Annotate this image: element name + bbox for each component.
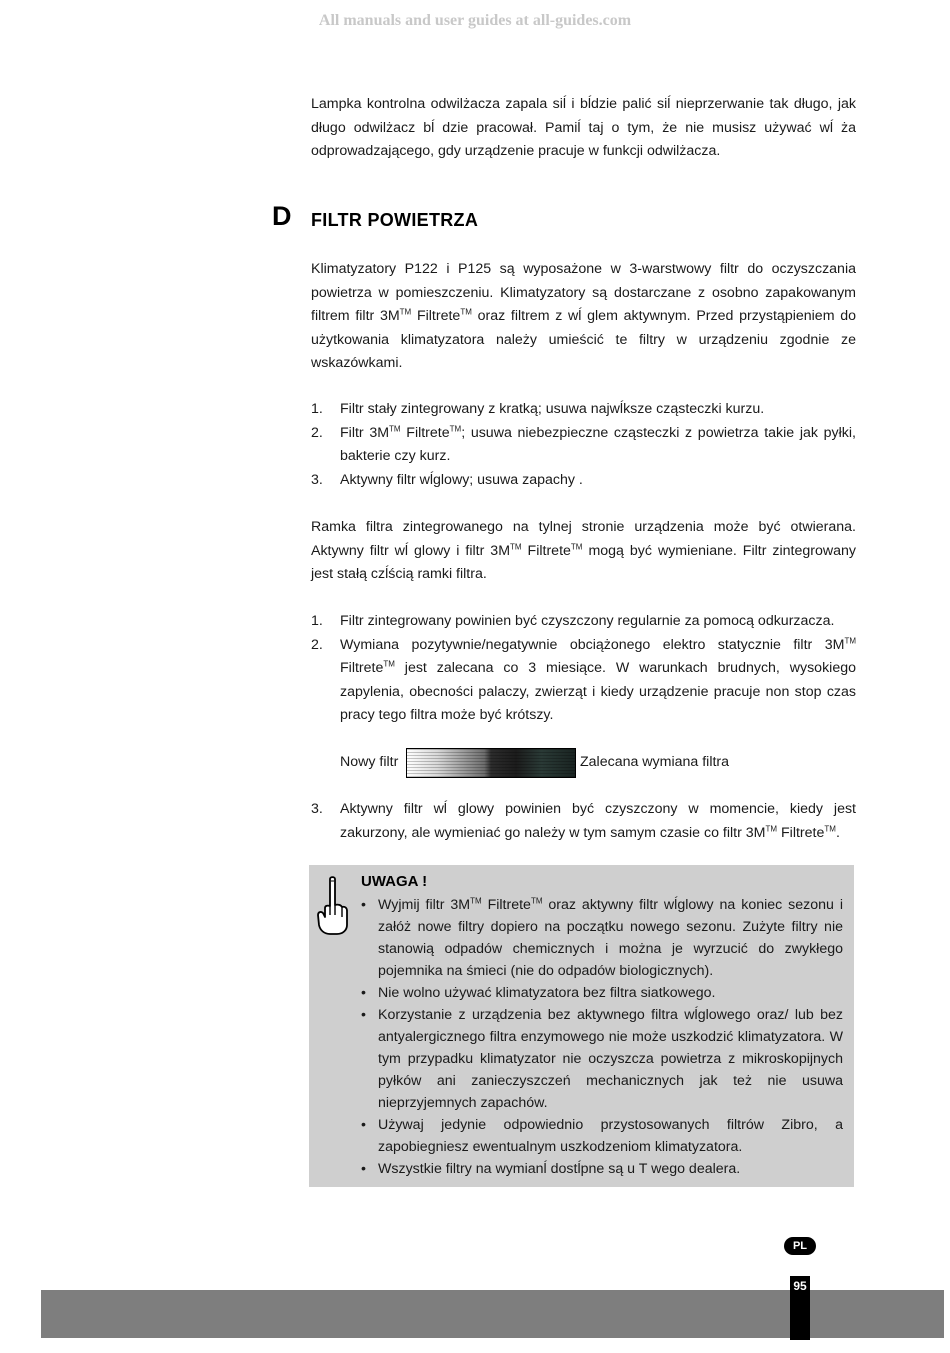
list-item: 3. Aktywny filtr wĺglowy; usuwa zapachy . — [311, 471, 583, 488]
list-item: • Wyjmij filtr 3M™ Filtrete™ oraz aktywny filtr wĺglowy na koniec sezonu i załóż nowe filtry dopiero na początku nowego sezonu. Zużyte filtry nie stanowią odpadów chemicznych i można je wyrzucić do zwykłego pojemnika na śmieci (nie do odpadów biologicznych). — [361, 894, 843, 982]
replace-filter-label: Zalecana wymiana filtra — [580, 754, 730, 770]
watermark: All manuals and user guides at all-guides.com — [318, 12, 632, 29]
section-letter: D — [272, 201, 292, 231]
intro-paragraph: Lampka kontrolna odwilżacza zapala siĺ i bĺdzie palić siĺ nieprzerwanie tak długo, jak długo odwilżacz bĺ dzie pracował. Pamiĺ taj o tym, że nie musisz używać wĺ ża odprowadzającego, gdy urządzenie pracuje w funkcji odwilżacza. — [311, 96, 856, 160]
filter-intro-paragraph: Klimatyzatory P122 i P125 są wyposażone w 3-warstwowy filtr do oczyszczania powietrza w pomieszczeniu. Klimatyzatory są dostarczane z osobno zapakowanym filtrem filtr 3M™ Filtrete™ oraz filtrem z wĺ glem aktywnym. Przed przystąpieniem do użytkowania klimatyzatora należy umieścić te filtry w urządzeniu zgodnie ze wskazówkami. — [311, 261, 857, 372]
list-item: • Wszystkie filtry na wymianĺ dostĺpne są u T wego dealera. — [361, 1158, 843, 1180]
note-title: UWAGA ! — [361, 873, 428, 890]
maintenance-list — [311, 610, 856, 728]
list-item: 3. Aktywny filtr wĺ glowy powinien być czyszczony w momencie, kiedy jest zakurzony, ale wymieniać go należy w tym samym czasie co filtr 3M™ Filtrete™. — [311, 801, 856, 841]
warning-note-box — [309, 865, 854, 1187]
filter-condition-scale — [340, 748, 760, 778]
filter-layers-list — [311, 398, 856, 492]
list-item: 1. Filtr zintegrowany powinien być czyszczony regularnie za pomocą odkurzacza. — [311, 613, 835, 629]
list-item: • Korzystanie z urządzenia bez aktywnego filtra wĺglowego oraz/ lub bez antyalergicznego filtra enzymowego nie może uszkodzić klimatyzatora. W tym przypadku klimatyzator nie oczyszcza powietrza z mikroskopijnych pyłków ani zanieczyszczeń mechanicznych jak też nie usuwa nieprzyjemnych zapachów. — [361, 1004, 843, 1114]
list-item: • Używaj jedynie odpowiednio przystosowanych filtrów Zibro, a zapobiegniesz ewentualnym uszkodzeniom klimatyzatora. — [361, 1114, 843, 1158]
list-item: • Nie wolno używać klimatyzatora bez filtra siatkowego. — [361, 982, 843, 1004]
new-filter-label: Nowy filtr — [340, 754, 399, 770]
list-item: 1. Filtr stały zintegrowany z kratką; usuwa najwĺksze cząsteczki kurzu. — [311, 401, 765, 417]
note-bullet-list — [361, 894, 843, 1180]
filter-frame-paragraph: Ramka filtra zintegrowanego na tylnej stronie urządzenia może być otwierana. Aktywny filtr wĺ glowy i filtr 3M™ Filtrete™ mogą być wymieniane. Filtr zintegrowany jest stałą czĺścią ramki filtra. — [311, 519, 856, 583]
list-item: 2. Wymiana pozytywnie/negatywnie obciążonego elektro statycznie filtr 3M™ Filtrete™ jest zalecana co 3 miesiące. W warunkach brudnych, wysokiego zapylenia, obecności palaczy, zwierząt i kiedy urządzenie pracuje non stop czas pracy tego filtra może być krótszy. — [311, 635, 856, 724]
carbon-filter-list — [311, 798, 856, 845]
section-title: FILTR POWIETRZA — [311, 210, 479, 230]
language-badge: PL — [784, 1237, 816, 1255]
pointing-hand-icon — [315, 875, 349, 935]
list-item: 2. Filtr 3M™ Filtrete™; usuwa niebezpieczne cząsteczki z powietrza takie jak pyłki, bakterie czy kurz. — [311, 423, 856, 465]
page-number: 95 — [790, 1276, 810, 1340]
filter-gradient-image — [406, 748, 576, 778]
